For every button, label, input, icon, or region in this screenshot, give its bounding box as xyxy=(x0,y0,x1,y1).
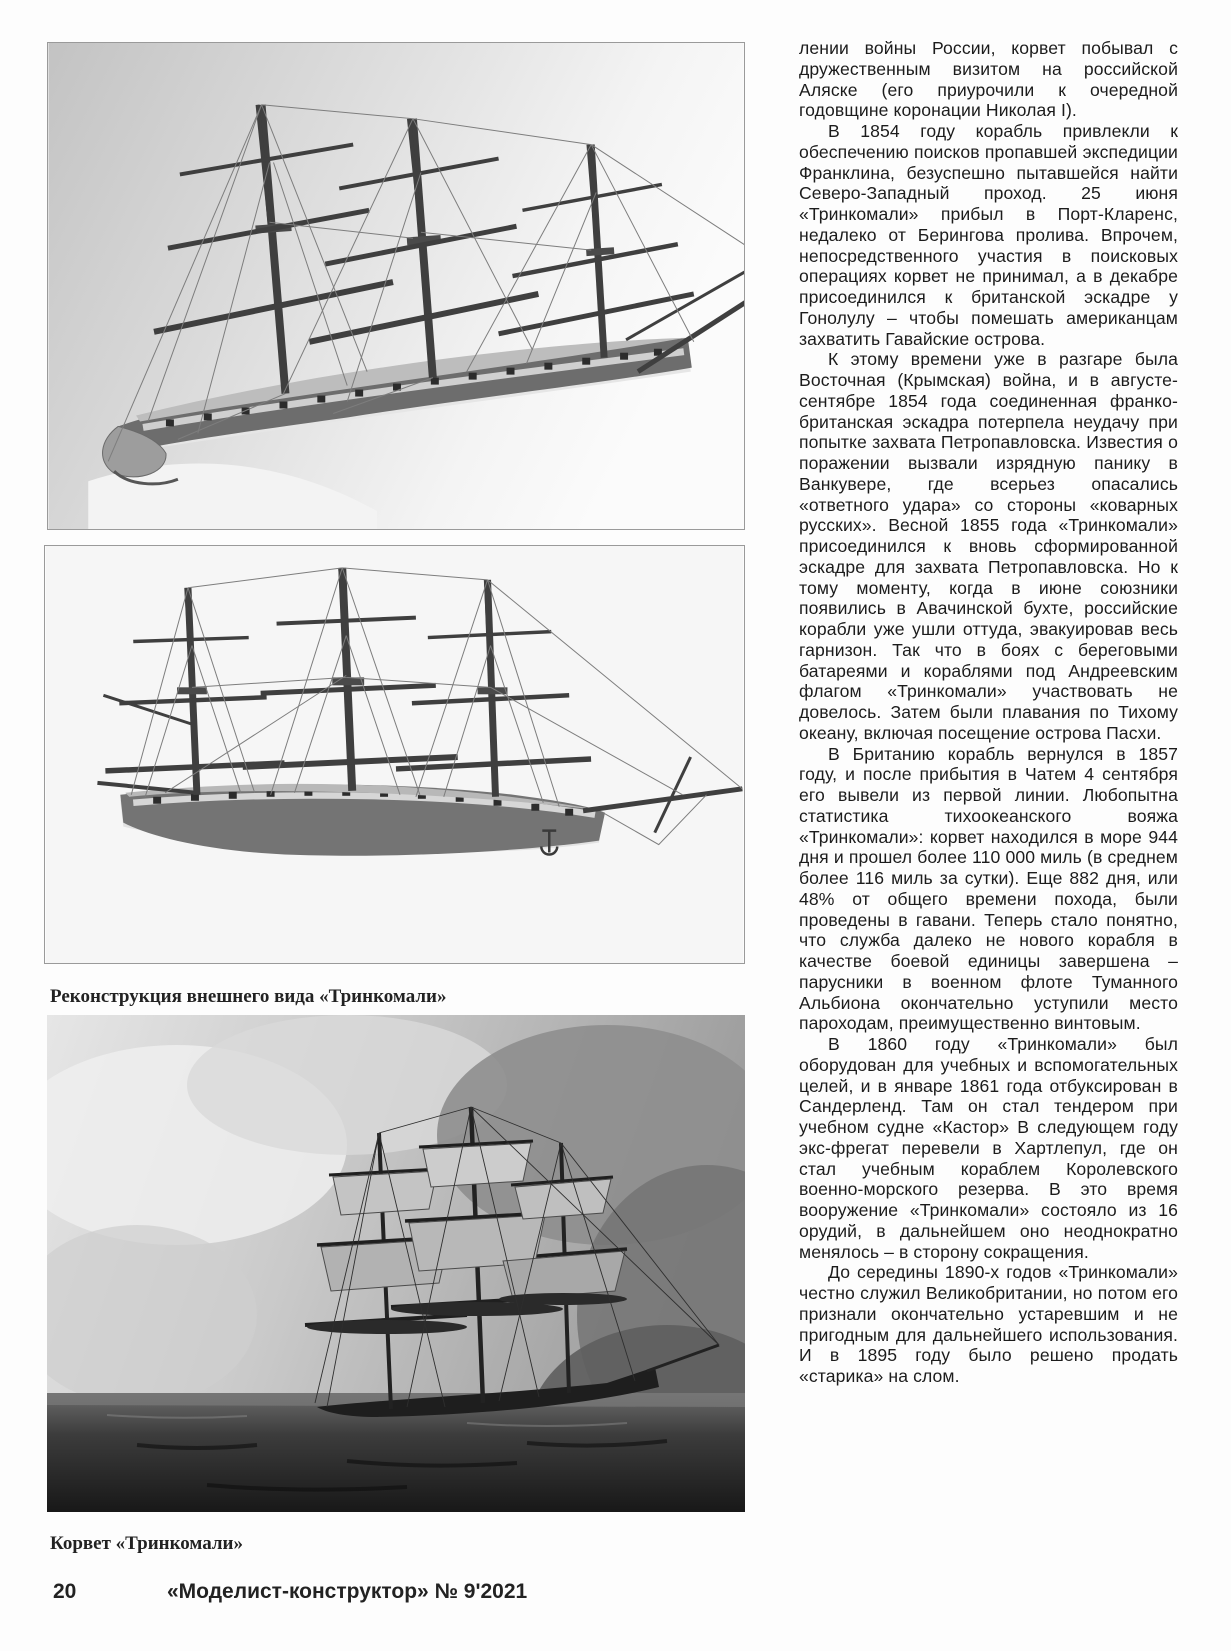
ship-reconstruction-bow-view-illustration xyxy=(48,43,744,529)
ship-painting-figure xyxy=(47,1015,745,1512)
article-text-column xyxy=(799,38,1178,1387)
caption-reconstruction: Реконструкция внешнего вида «Тринкомали» xyxy=(50,986,447,1007)
ship-reconstruction-figure-side xyxy=(44,545,745,964)
ship-reconstruction-side-view-illustration xyxy=(45,546,744,963)
corvette-painting-illustration xyxy=(47,1015,745,1512)
article-paragraph: К этому времени уже в разгаре была Восточная (Крымская) война, и в августе-сентябре 1854 года соединенная франко-британская эскадра потерпела неудачу при попытке захвата Петропавловска. Известия о поражении вызвали изрядную панику в Ванкувере, где всерьез опасались «ответного удара» со стороны «коварных русских». Весной 1855 года «Тринкомали» присоединился к вновь сформированной эскадре для захвата Петропавловска. Но к тому моменту, когда в июне союзники появились в Авачинской бухте, российские корабли уже ушли оттуда, эвакуировав весь гарнизон. Так что в боях с береговыми батареями и кораблями под Андреевским флагом «Тринкомали» участвовать не довелось. Затем были плавания по Тихому океану, включая посещение острова Пасхи. xyxy=(799,349,1178,743)
page-number: 20 xyxy=(53,1580,77,1603)
article-paragraph: До середины 1890-х годов «Тринкомали» честно служил Великобритании, но потом его признали окончательно устаревшим и не пригодным для дальнейшего использования. И в 1895 году было решено продать «старика» на слом. xyxy=(799,1262,1178,1386)
article-paragraph: В 1854 году корабль привлекли к обеспечению поисков пропавшей экспедиции Франклина, безуспешно пытавшейся найти Северо-Западный проход. 25 июня «Тринкомали» прибыл в Порт-Кларенс, недалеко от Берингова пролива. Впрочем, непосредственного участия в поисковых операциях корвет не принимал, а в декабре присоединился к британской эскадре у Гонолулу – чтобы помешать американцам захватить Гавайские острова. xyxy=(799,121,1178,349)
caption-corvette: Корвет «Тринкомали» xyxy=(50,1533,244,1554)
article-paragraph: лении войны России, корвет побывал с дружественным визитом на российской Аляске (его приурочили к очередной годовщине коронации Николая I). xyxy=(799,38,1178,121)
article-paragraph: В Британию корабль вернулся в 1857 году, и после прибытия в Чатем 4 сентября его вывели из первой линии. Любопытна статистика тихоокеанского вояжа «Тринкомали»: корвет находился в море 944 дня и прошел более 110 000 миль (в среднем более 116 миль за сутки). Еще 882 дня, или 48% от общего времени похода, были проведены в гавани. Теперь стало понятно, что служба далеко не нового корабля в качестве боевой единицы завершена – парусники в военном флоте Туманного Альбиона окончательно уступили место пароходам, преимущественно винтовым. xyxy=(799,743,1178,1034)
magazine-title-footer: «Моделист-конструктор» № 9'2021 xyxy=(167,1580,528,1603)
article-paragraph: В 1860 году «Тринкомали» был оборудован для учебных и вспомогательных целей, и в январе 1861 года отбуксирован в Сандерленд. Там он стал тендером при учебном судне «Кастор» В следующем году экс-фрегат перевели в Хартлепул, где он стал учебным кораблем Королевского военно-морского резерва. В это время вооружение «Тринкомали» состояло из 16 орудий, в дальнейшем оно неоднократно менялось – в сторону сокращения. xyxy=(799,1034,1178,1262)
ship-reconstruction-figure-top xyxy=(47,42,745,530)
